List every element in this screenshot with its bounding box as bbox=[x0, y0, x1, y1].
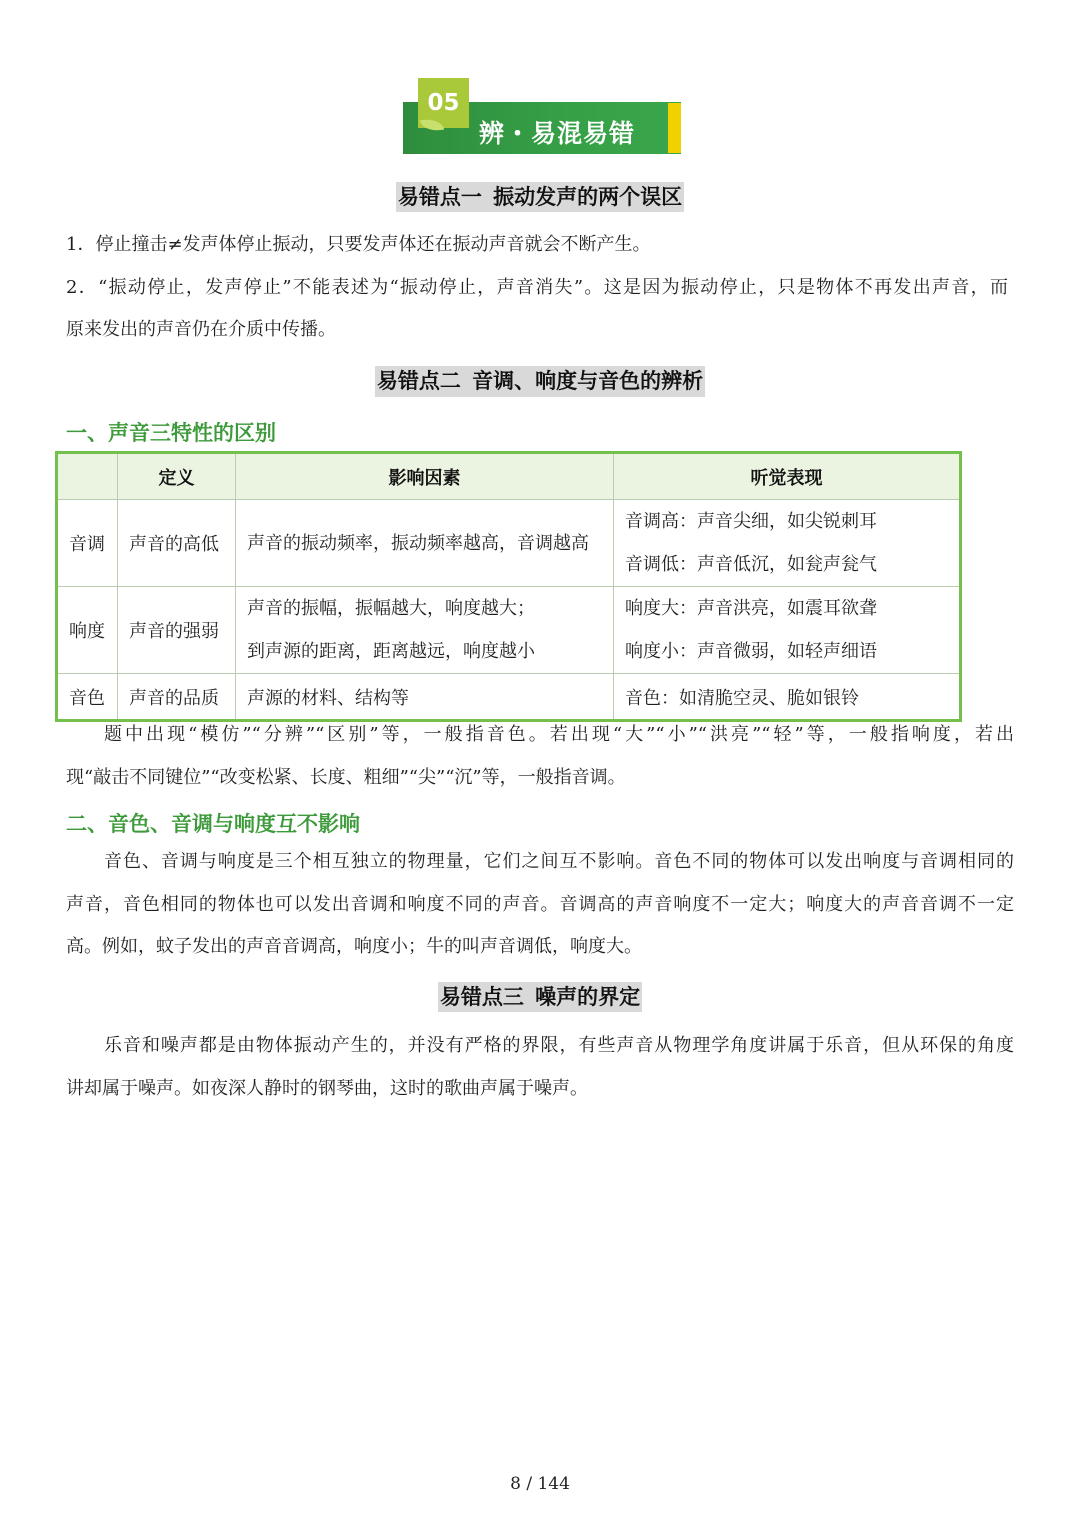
table-header-blank bbox=[57, 453, 118, 500]
point3-heading: 易错点三 噪声的界定 bbox=[438, 982, 642, 1012]
perception-line: 响度小：声音微弱，如轻声细语 bbox=[625, 641, 877, 662]
text-line: 乐音和噪声都是由物体振动产生的，并没有严格的界限，有些声音从物理学角度讲属于乐音，但从环保的角度 bbox=[104, 1035, 1014, 1056]
table-row bbox=[57, 500, 961, 587]
factor-line: 到声源的距离，距离越远，响度越小 bbox=[247, 641, 535, 662]
section2-title: 二、音色、音调与响度互不影响 bbox=[66, 812, 360, 836]
section2-body bbox=[66, 841, 1014, 969]
property-perception bbox=[614, 587, 961, 674]
table-header-perception: 听觉表现 bbox=[614, 453, 961, 500]
point1-heading-wrap bbox=[0, 182, 1080, 212]
point3-heading-wrap bbox=[0, 982, 1080, 1012]
banner-accent-strip bbox=[668, 103, 681, 153]
section1-title: 一、声音三特性的区别 bbox=[66, 421, 276, 445]
property-definition: 声音的强弱 bbox=[118, 587, 236, 674]
property-factors bbox=[236, 587, 614, 674]
point3-body bbox=[66, 1025, 1014, 1110]
table-header-row bbox=[57, 453, 961, 500]
text-line: 音色、音调与响度是三个相互独立的物理量，它们之间互不影响。音色不同的物体可以发出响度与音调相同的 bbox=[104, 851, 1014, 872]
factor-line: 声源的材料、结构等 bbox=[247, 687, 409, 709]
text-line: 声音，音色相同的物体也可以发出音调和响度不同的声音。音调高的声音响度不一定大；响度大的声音音调不一定 bbox=[66, 893, 1014, 915]
point1-body bbox=[66, 224, 1008, 352]
perception-line: 音色：如清脆空灵、脆如银铃 bbox=[625, 687, 859, 709]
perception-line: 音调高：声音尖细，如尖锐刺耳 bbox=[625, 511, 877, 532]
factor-line: 声音的振幅，振幅越大，响度越大； bbox=[247, 598, 535, 619]
table-header-definition: 定义 bbox=[118, 453, 236, 500]
point1-heading: 易错点一 振动发声的两个误区 bbox=[396, 182, 684, 212]
text-line: 现“敲击不同键位”“改变松紧、长度、粗细”“尖”“沉”等，一般指音调。 bbox=[66, 766, 626, 788]
section1-note bbox=[66, 714, 1014, 799]
text-line: 原来发出的声音仍在介质中传播。 bbox=[66, 319, 336, 340]
text-line: 高。例如，蚊子发出的声音音调高，响度小；牛的叫声音调低，响度大。 bbox=[66, 936, 642, 957]
property-perception bbox=[614, 500, 961, 587]
property-name: 音调 bbox=[57, 500, 118, 587]
section-title: 辨・易混易错 bbox=[479, 119, 636, 148]
property-definition: 声音的高低 bbox=[118, 500, 236, 587]
point2-heading: 易错点二 音调、响度与音色的辨析 bbox=[375, 366, 705, 397]
text-line: 2．“振动停止，发声停止”不能表述为“振动停止，声音消失”。这是因为振动停止，只是物体不再发出声音，而 bbox=[66, 276, 1008, 298]
page-number: 8 / 144 bbox=[510, 1474, 570, 1494]
section-number-badge: 05 bbox=[418, 78, 469, 128]
factor-line: 声音的振动频率，振动频率越高，音调越高 bbox=[247, 532, 589, 554]
perception-line: 响度大：声音洪亮，如震耳欲聋 bbox=[625, 598, 877, 619]
table-header-factors: 影响因素 bbox=[236, 453, 614, 500]
property-name: 响度 bbox=[57, 587, 118, 674]
table-row bbox=[57, 587, 961, 674]
text-line: 讲却属于噪声。如夜深人静时的钢琴曲，这时的歌曲声属于噪声。 bbox=[66, 1077, 588, 1099]
perception-line: 音调低：声音低沉，如瓮声瓮气 bbox=[625, 554, 877, 575]
property-name: 音色 bbox=[57, 674, 118, 721]
text-line: 1．停止撞击≠发声体停止振动，只要发声体还在振动声音就会不断产生。 bbox=[66, 234, 651, 255]
text-line: 题中出现“模仿”“分辨”“区别”等，一般指音色。若出现“大”“小”“洪亮”“轻”等，一般指响度，若出 bbox=[104, 724, 1014, 745]
sound-characteristics-table bbox=[55, 451, 962, 722]
point2-heading-wrap bbox=[0, 366, 1080, 397]
property-definition: 声音的品质 bbox=[118, 674, 236, 721]
property-factors bbox=[236, 500, 614, 587]
